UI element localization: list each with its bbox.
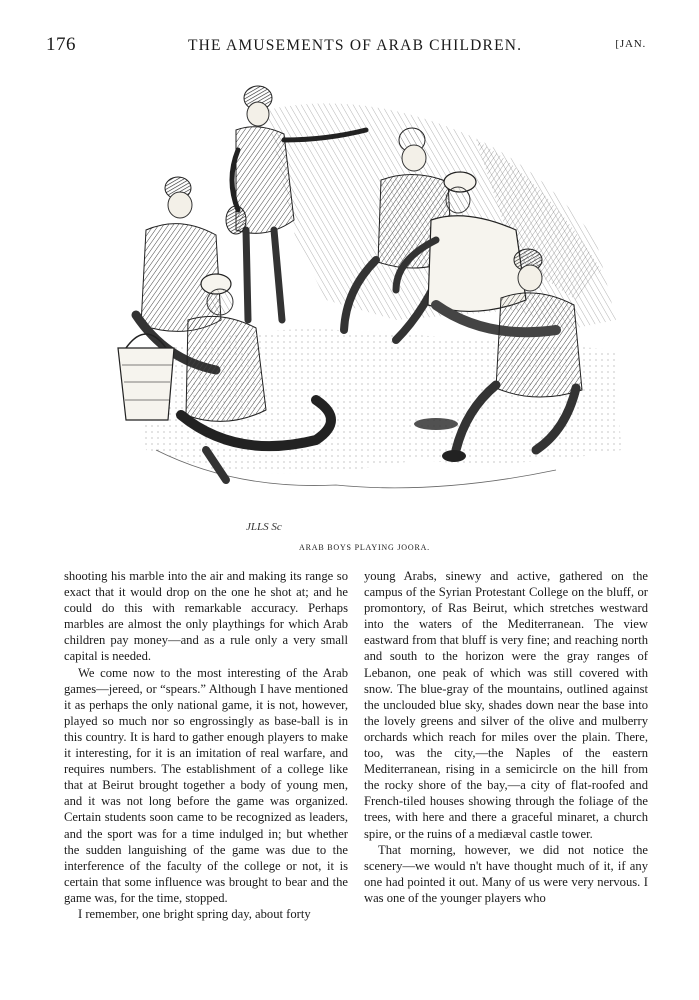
running-title: THE AMUSEMENTS OF ARAB CHILDREN. <box>188 37 523 54</box>
page-header <box>46 34 646 56</box>
paragraph: We come now to the most interesting of the Arab games—jereed, or “spears.” Although I have mentioned it as perhaps the only national game, it is not, however, played so much nor so engrossingly as base-ball is in this country. It is hard to gather enough players to make it interesting, for it is an imitation of real warfare, and requires numbers. The establishment of a college like that at Beirut brought together a body of young men, and it was not long before the game was organized. Certain students soon came to be recognized as leaders, and the sport was for a time indulged in; but whether the sudden languishing of the game was due to the interference of the faculty of the college or not, it is certain that some influence was brought to bear and the game was, for the time, stopped. <box>64 665 348 905</box>
paragraph: That morning, however, we did not notice the scenery—we would n't have thought much of it, if any one had pointed it out. Many of us were very nervous. I was one of the younger players who <box>364 842 648 905</box>
engraver-signature: JLLS Sc <box>246 521 282 533</box>
basket <box>118 334 174 420</box>
paragraph: shooting his marble into the air and making its range so exact that it would drop on the one he shot at; and he could do this with remarkable accuracy. Perhaps marbles are almost the only playthings for which Arab children pay money—and as a rule only a very small capital is needed. <box>64 569 348 664</box>
text-column-right <box>364 568 648 906</box>
paragraph: young Arabs, sinewy and active, gathered on the campus of the Syrian Protestant College on the bluff, or promontory, of Ras Beirut, which stretches westward into the waters of the Mediterranean. The view eastward from that bluff is very fine; and reaching north and south to the horizon were the gray ranges of Lebanon, one peak of which was still covered with snow. The blue-gray of the mountains, outlined against the unclouded blue sky, shades down near the base into the lovely greens and silver of the olive and mulberry orchards which reach for miles over the plain. There, too, was the city,—the Naples of the eastern Mediterranean, rising in a semicircle on the hill from the rocky shore of the bay,—a city of flat-roofed and French-tiled houses showing through the foliage of the trees, with here and there a graceful minaret, a church spire, or the ruins of a mediæval castle tower. <box>364 569 648 841</box>
engraving-illustration <box>96 70 636 540</box>
issue-month: [JAN. <box>615 38 646 50</box>
paragraph: I remember, one bright spring day, about forty <box>78 906 311 921</box>
page-number: 176 <box>46 34 76 55</box>
text-column-left <box>64 568 348 922</box>
illustration-caption: ARAB BOYS PLAYING JOORA. <box>299 543 430 552</box>
